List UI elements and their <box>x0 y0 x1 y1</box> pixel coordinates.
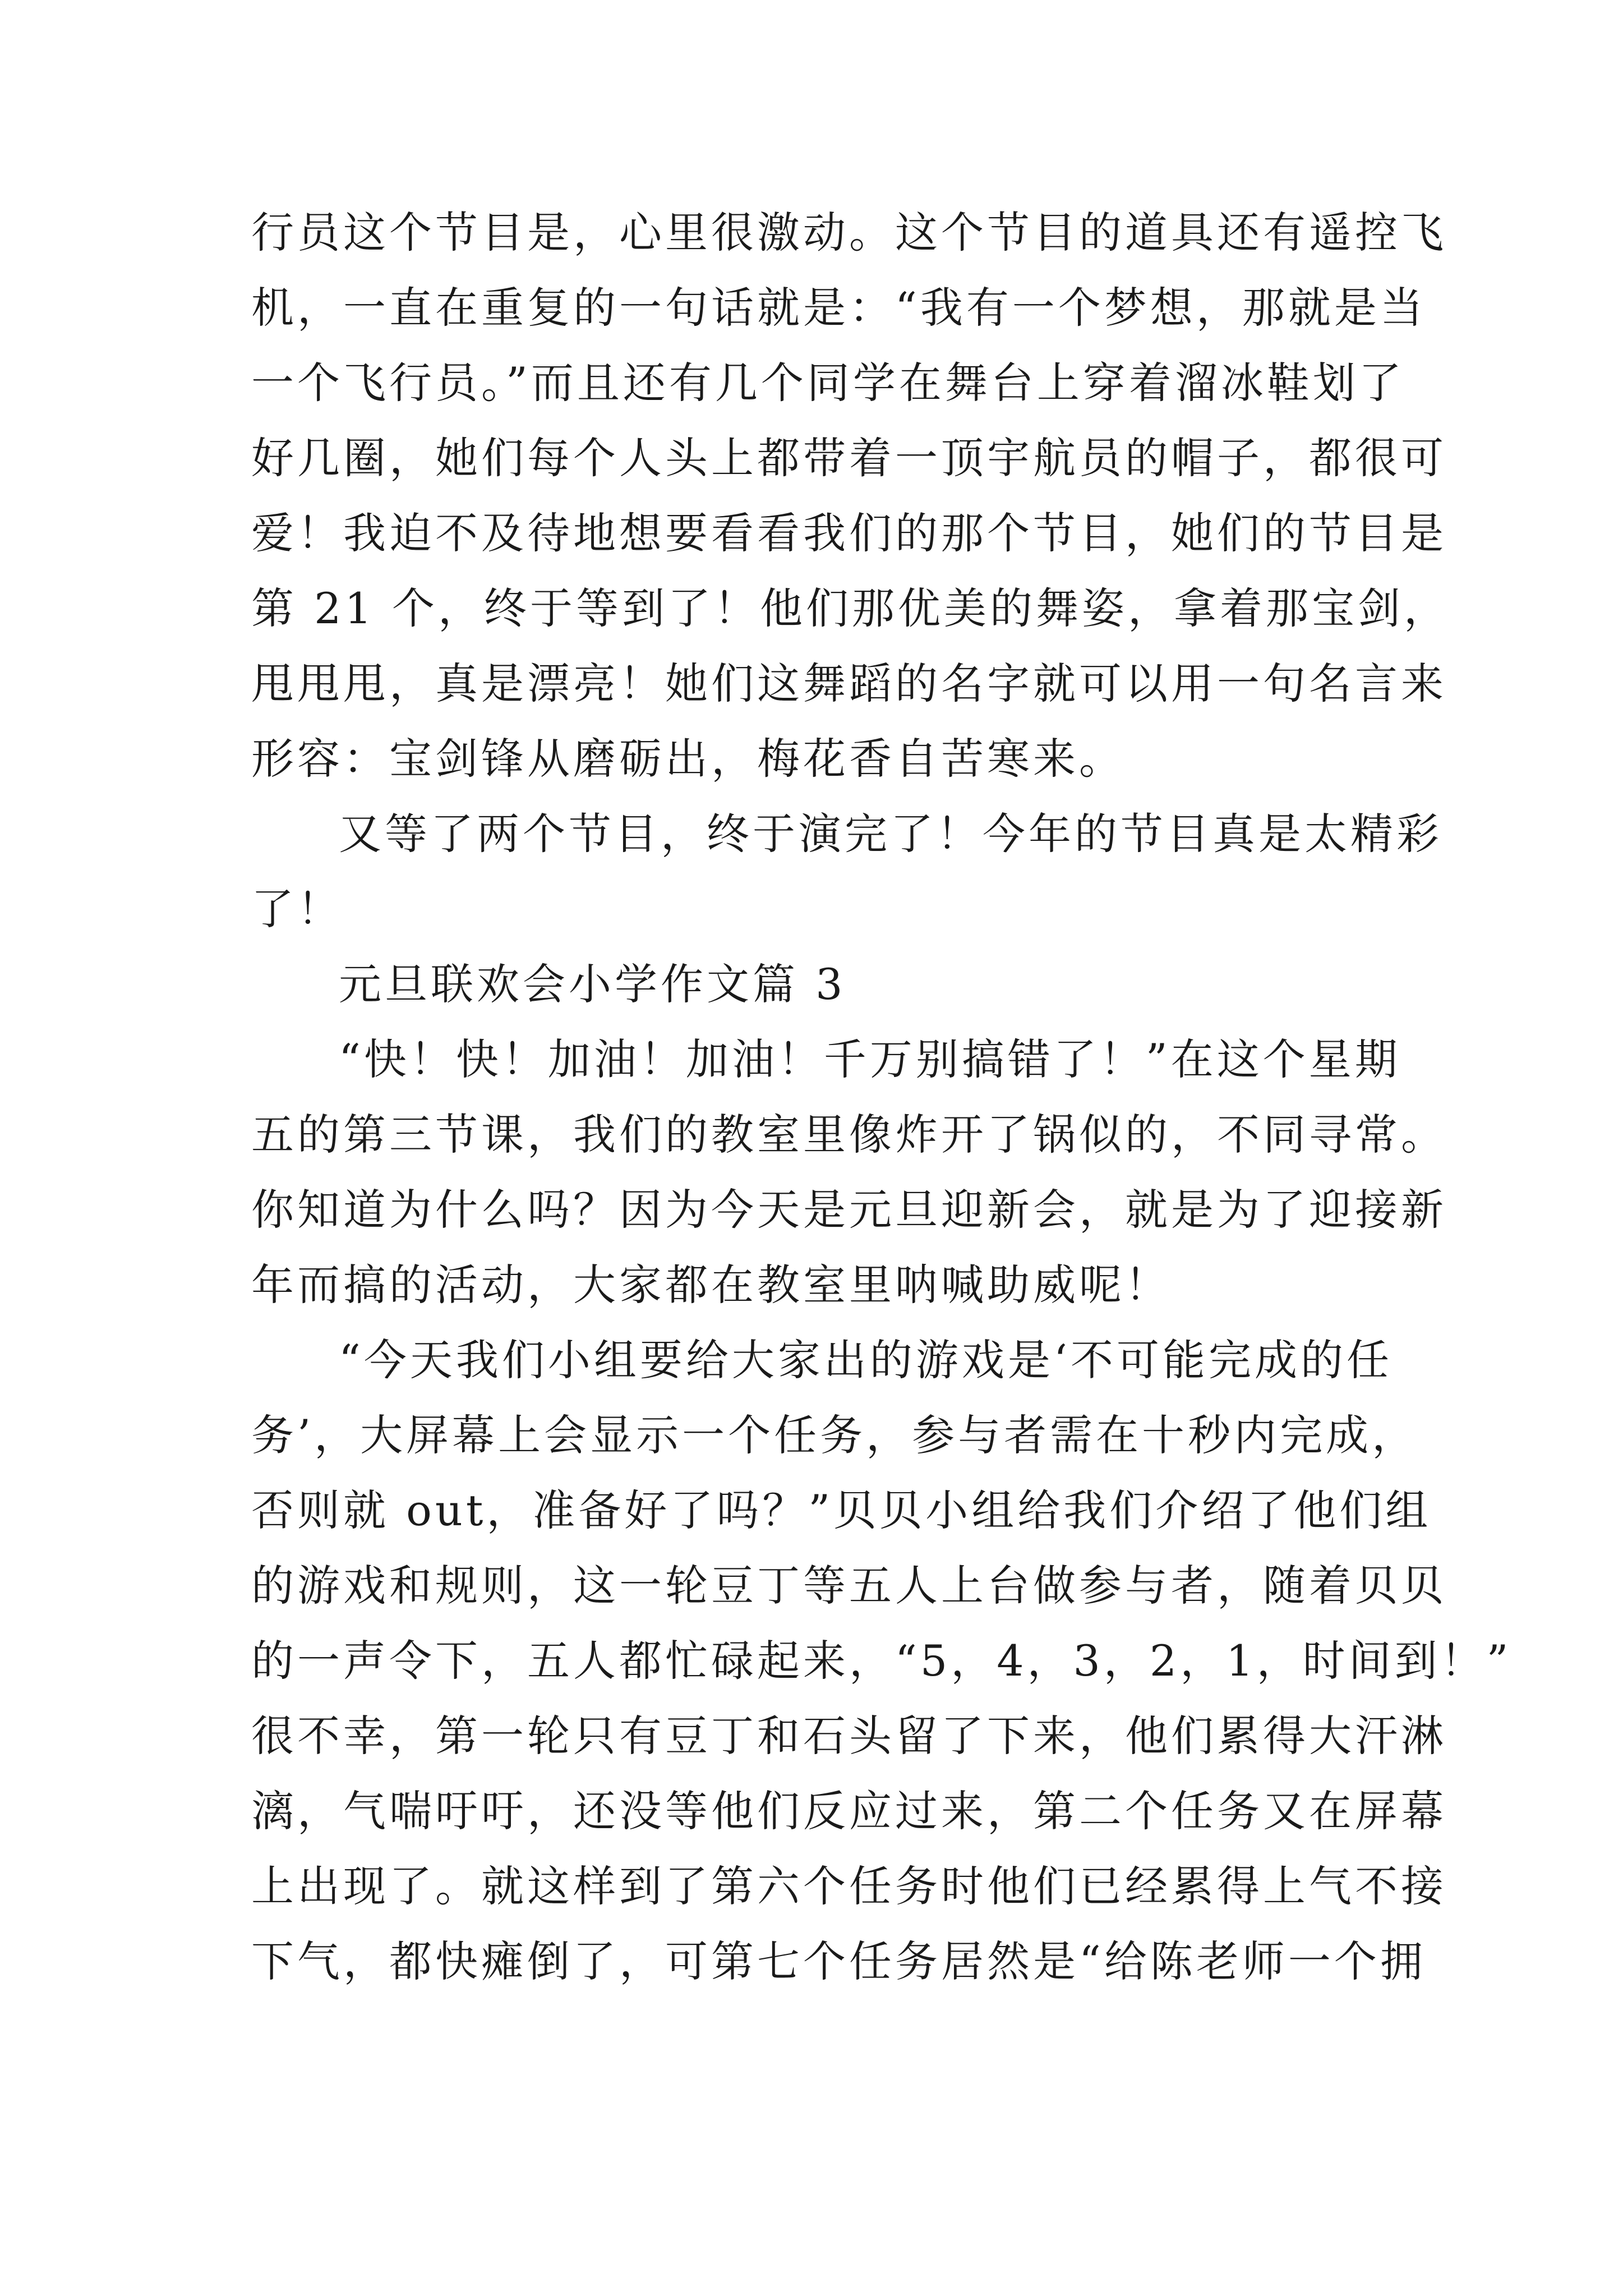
text-line: 第 21 个，终于等到了！他们那优美的舞姿，拿着那宝剑， <box>251 583 1450 633</box>
text-line: 机，一直在重复的一句话就是：“我有一个梦想，那就是当 <box>251 283 1426 333</box>
text-line: 你知道为什么吗？因为今天是元旦迎新会，就是为了迎接新 <box>251 1185 1447 1235</box>
paragraph <box>251 1022 1447 1323</box>
text-line: 漓，气喘吁吁，还没等他们反应过来，第二个任务又在屏幕 <box>251 1786 1447 1836</box>
text-line: 形容：宝剑锋从磨砺出，梅花香自苦寒来。 <box>251 734 1125 784</box>
text-line: 又等了两个节目，终于演完了！今年的节目真是太精彩 <box>339 809 1442 859</box>
text-line: 行员这个节目是，心里很激动。这个节目的道具还有遥控飞 <box>251 208 1447 257</box>
text-line: 五的第三节课，我们的教室里像炸开了锅似的，不同寻常。 <box>251 1110 1447 1159</box>
text-line: 下气，都快瘫倒了，可第七个任务居然是“给陈老师一个拥 <box>251 1936 1426 1986</box>
text-line: 否则就 out，准备好了吗？”贝贝小组给我们介绍了他们组 <box>251 1485 1432 1535</box>
document-body <box>251 195 1512 1999</box>
section-heading <box>251 947 1378 1022</box>
text-line: 的一声令下，五人都忙碌起来，“5，4，3，2，1，时间到！” <box>251 1636 1512 1686</box>
text-line: 上出现了。就这样到了第六个任务时他们已经累得上气不接 <box>251 1861 1447 1911</box>
text-line: 爱！我迫不及待地想要看看我们的那个节目，她们的节目是 <box>251 508 1447 558</box>
paragraph <box>251 797 1442 947</box>
text-line: 很不幸，第一轮只有豆丁和石头留了下来，他们累得大汗淋 <box>251 1711 1447 1761</box>
text-line: 的游戏和规则，这一轮豆丁等五人上台做参与者，随着贝贝 <box>251 1561 1447 1611</box>
paragraph <box>251 1323 1512 1999</box>
text-line: “今天我们小组要给大家出的游戏是‘不可能完成的任 <box>339 1335 1393 1385</box>
paragraph <box>251 195 1450 797</box>
text-line: “快！快！加油！加油！千万别搞错了！”在这个星期 <box>339 1034 1401 1084</box>
heading-text: 元旦联欢会小学作文篇 3 <box>339 959 846 1009</box>
text-line: 年而搞的活动，大家都在教室里呐喊助威呢！ <box>251 1260 1171 1310</box>
text-line: 了！ <box>251 884 343 934</box>
text-line: 务’，大屏幕上会显示一个任务，参与者需在十秒内完成， <box>251 1410 1418 1460</box>
text-line: 一个飞行员。”而且还有几个同学在舞台上穿着溜冰鞋划了 <box>251 358 1405 408</box>
text-line: 甩甩甩，真是漂亮！她们这舞蹈的名字就可以用一句名言来 <box>251 659 1447 708</box>
text-line: 好几圈，她们每个人头上都带着一顶宇航员的帽子，都很可 <box>251 433 1447 483</box>
